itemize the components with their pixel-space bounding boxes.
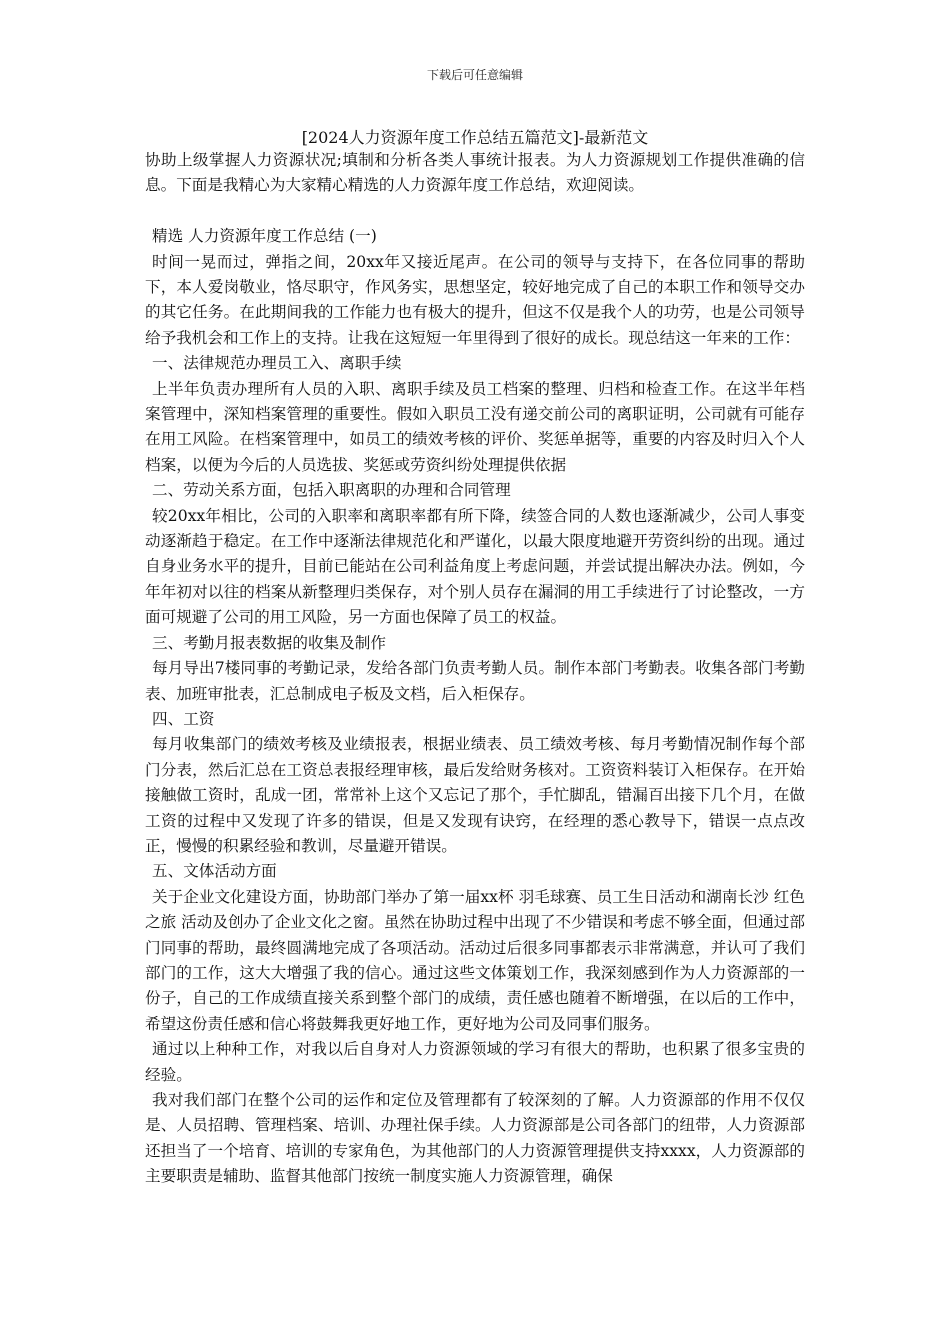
body-paragraph: 每月导出7楼同事的考勤记录，发给各部门负责考勤人员。制作本部门考勤表。收集各部门考勤表、加班审批表，汇总制成电子板及文档，后入柜保存。 [145,659,805,703]
section-heading: 三、考勤月报表数据的收集及制作 [152,633,386,652]
body-paragraph: 上半年负责办理所有人员的入职、离职手续及员工档案的整理、归档和检查工作。在这半年档案管理中，深知档案管理的重要性。假如入职员工没有递交前公司的离职证明，公司就有可能存在用工风险。在档案管理中，如员工的绩效考核的评价、奖惩单据等，重要的内容及时归入个人档案，以便为今后的人员选拔、奖惩或劳资纠纷处理提供依据 [145,379,805,474]
body-paragraph: 时间一晃而过，弹指之间，20xx年又接近尾声。在公司的领导与支持下，在各位同事的帮助下，本人爱岗敬业，恪尽职守，作风务实，思想坚定，较好地完成了自己的本职工作和领导交办的其它任务。在此期间我的工作能力也有极大的提升，但这不仅是我个人的功劳，也是公司领导给予我机会和工作上的支持。让我在这短短一年里得到了很好的成长。现总结这一年来的工作： [145,252,805,347]
section-heading: 一、法律规范办理员工入、离职手续 [152,354,402,373]
section-heading: 二、劳动关系方面，包括入职离职的办理和合同管理 [152,481,511,500]
document-title: [2024人力资源年度工作总结五篇范文]-最新范文 [301,128,649,147]
body-paragraph: 我对我们部门在整个公司的运作和定位及管理都有了较深刻的了解。人力资源部的作用不仅仅是、人员招聘、管理档案、培训、办理社保手续。人力资源部是公司各部门的纽带，人力资源部还担当了一个培育、培训的专家角色，为其他部门的人力资源管理提供支持xxxx，人力资源部的主要职责是辅助、监督其他部门按统一制度实施人力资源管理，确保 [145,1091,805,1186]
page-header: 下载后可任意编辑 [426,68,523,82]
section-heading: 精选 人力资源年度工作总结 (一) [152,227,377,246]
document-body [145,148,805,1190]
section-heading: 五、文体活动方面 [152,862,277,881]
body-paragraph: 通过以上种种工作，对我以后自身对人力资源领域的学习有很大的帮助，也积累了很多宝贵的经验。 [145,1040,805,1084]
blank-line [145,199,805,224]
body-paragraph: 较20xx年相比，公司的入职率和离职率都有所下降，续签合同的人数也逐渐减少，公司人事变动逐渐趋于稳定。在工作中逐渐法律规范化和严谨化，以最大限度地避开劳资纠纷的出现。通过自身业务水平的提升，目前已能站在公司利益角度上考虑问题，并尝试提出解决办法。例如，今年年初对以往的档案从新整理归类保存，对个别人员存在漏洞的用工手续进行了讨论整改，一方面可规避了公司的用工风险，另一方面也保障了员工的权益。 [145,506,805,627]
body-paragraph: 每月收集部门的绩效考核及业绩报表，根据业绩表、员工绩效考核、每月考勤情况制作每个部门分表，然后汇总在工资总表报经理审核，最后发给财务核对。工资资料装订入柜保存。在开始接触做工资时，乱成一团，常常补上这个又忘记了那个，手忙脚乱，错漏百出接下几个月，在做工资的过程中又发现了许多的错误，但是又发现有诀窍，在经理的悉心教导下，错误一点点改正，慢慢的积累经验和教训，尽量避开错误。 [145,735,805,855]
intro-paragraph: 协助上级掌握人力资源状况;填制和分析各类人事统计报表。为人力资源规划工作提供准确的信息。下面是我精心为大家精心精选的人力资源年度工作总结，欢迎阅读。 [145,151,805,195]
body-paragraph: 关于企业文化建设方面，协助部门举办了第一届xx杯 羽毛球赛、员工生日活动和湖南长沙 红色之旅 活动及创办了企业文化之窗。虽然在协助过程中出现了不少错误和考虑不够全面，但通过部门同事的帮助，最终圆满地完成了各项活动。活动过后很多同事都表示非常满意，并认可了我们部门的工作，这大大增强了我的信心。通过这些文体策划工作，我深刻感到作为人力资源部的一份子，自己的工作成绩直接关系到整个部门的成绩，责任感也随着不断增强，在以后的工作中，希望这份责任感和信心将鼓舞我更好地工作，更好地为公司及同事们服务。 [145,887,805,1033]
section-heading: 四、工资 [152,709,215,728]
